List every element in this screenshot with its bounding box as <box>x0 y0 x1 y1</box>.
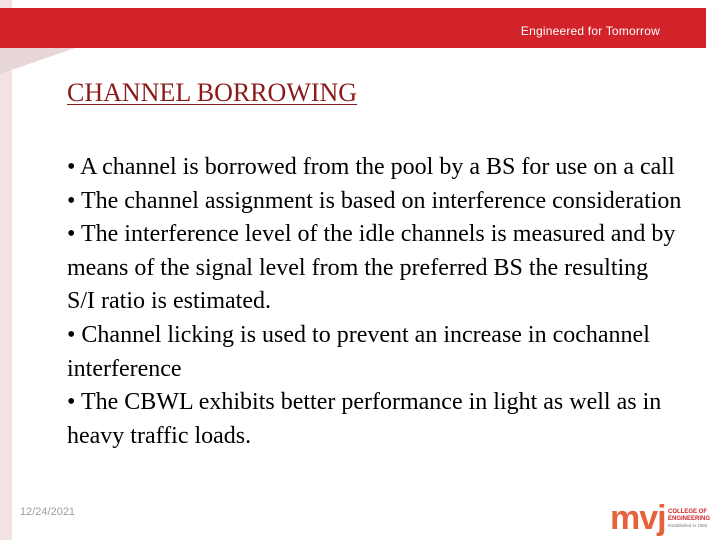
bullet-item: • A channel is borrowed from the pool by a BS for use on a call <box>67 154 675 180</box>
bullet-item: • Channel licking is used to prevent an increase in cochannel interference <box>67 321 650 382</box>
bullet-list <box>67 151 682 453</box>
header-banner <box>0 8 706 48</box>
logo-line-3: Established in 1982 <box>668 523 708 528</box>
bullet-item: • The interference level of the idle channels is measured and by means of the signal level from the preferred BS the resulting S/I ratio is estimated. <box>67 221 676 315</box>
logo-text <box>668 509 720 529</box>
slide-title: CHANNEL BORROWING <box>67 78 358 107</box>
left-accent-strip <box>0 0 12 540</box>
banner-fold-decoration <box>0 48 75 74</box>
bullet-item: • The channel assignment is based on interference consideration <box>67 187 682 214</box>
footer-date: 12/24/2021 <box>20 506 76 518</box>
logo-line-2: ENGINEERING <box>668 516 711 522</box>
college-logo <box>610 499 720 540</box>
logo-line-1: COLLEGE OF <box>668 509 707 515</box>
logo-mark: mvj <box>610 499 666 537</box>
header-tagline: Engineered for Tomorrow <box>520 24 660 38</box>
bullet-item: • The CBWL exhibits better performance in light as well as in heavy traffic loads. <box>67 389 662 449</box>
